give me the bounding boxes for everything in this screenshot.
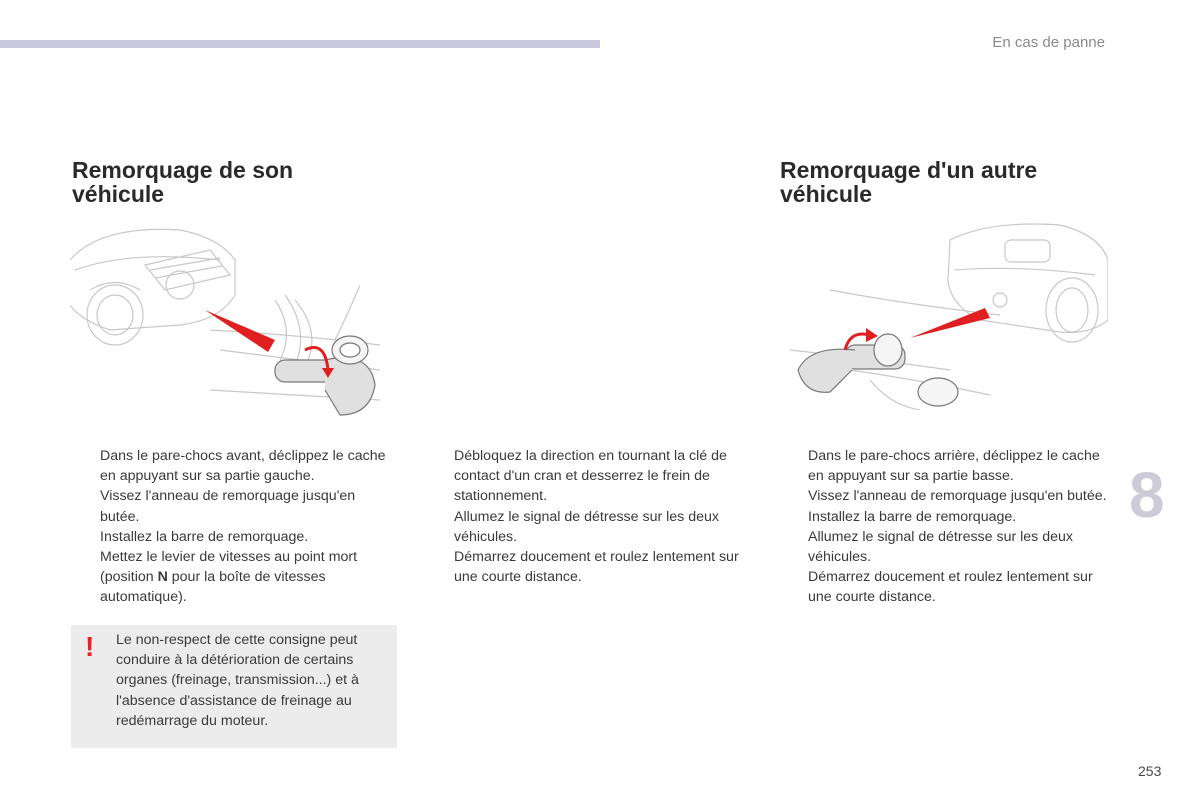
- list-item: Mettez le levier de vitesses au point mort (position N pour la boîte de vitesses automatique).: [100, 549, 358, 606]
- warning-box: [71, 625, 397, 748]
- rear-towing-illustration: [790, 220, 1108, 410]
- list-item: Démarrez doucement et roulez lentement sur une courte distance.: [454, 549, 739, 586]
- header-accent-bar: [0, 40, 600, 48]
- list-item: Débloquez la direction en tournant la clé de contact d'un cran et desserrez le frein de stationnement.: [454, 448, 727, 505]
- warning-icon: !: [85, 631, 95, 662]
- list-item: Installez la barre de remorquage.: [808, 508, 1017, 525]
- right-steps-list: [779, 446, 1109, 608]
- gear-position-label: N: [157, 569, 168, 586]
- front-towing-illustration: [70, 220, 380, 430]
- list-item: Installez la barre de remorquage.: [100, 528, 309, 545]
- list-item: Dans le pare-chocs avant, déclippez le cache en appuyant sur sa partie gauche.: [100, 448, 386, 485]
- middle-steps-list: [425, 446, 760, 587]
- page-number: 253: [1138, 763, 1162, 779]
- list-item: Allumez le signal de détresse sur les deux véhicules.: [454, 508, 719, 545]
- list-item: Démarrez doucement et roulez lentement sur une courte distance.: [808, 569, 1093, 606]
- section-label: En cas de panne: [992, 34, 1105, 51]
- list-item: Dans le pare-chocs arrière, déclippez le cache en appuyant sur sa partie basse.: [808, 448, 1100, 485]
- chapter-number: 8: [1129, 459, 1165, 531]
- list-item: Vissez l'anneau de remorquage jusqu'en butée.: [808, 488, 1107, 505]
- warning-text: Le non-respect de cette consigne peut conduire à la détérioration de certains organes (freinage, transmission...) et à l'absence d'assistance de freinage au redémarrage du moteur.: [116, 632, 359, 729]
- list-item: Vissez l'anneau de remorquage jusqu'en butée.: [100, 488, 356, 525]
- section-title-other-vehicle: Remorquage d'un autre véhicule: [780, 157, 1038, 207]
- section-title-own-vehicle: Remorquage de son véhicule: [72, 157, 294, 207]
- left-steps-list: [71, 446, 391, 608]
- list-item: Allumez le signal de détresse sur les deux véhicules.: [808, 528, 1073, 566]
